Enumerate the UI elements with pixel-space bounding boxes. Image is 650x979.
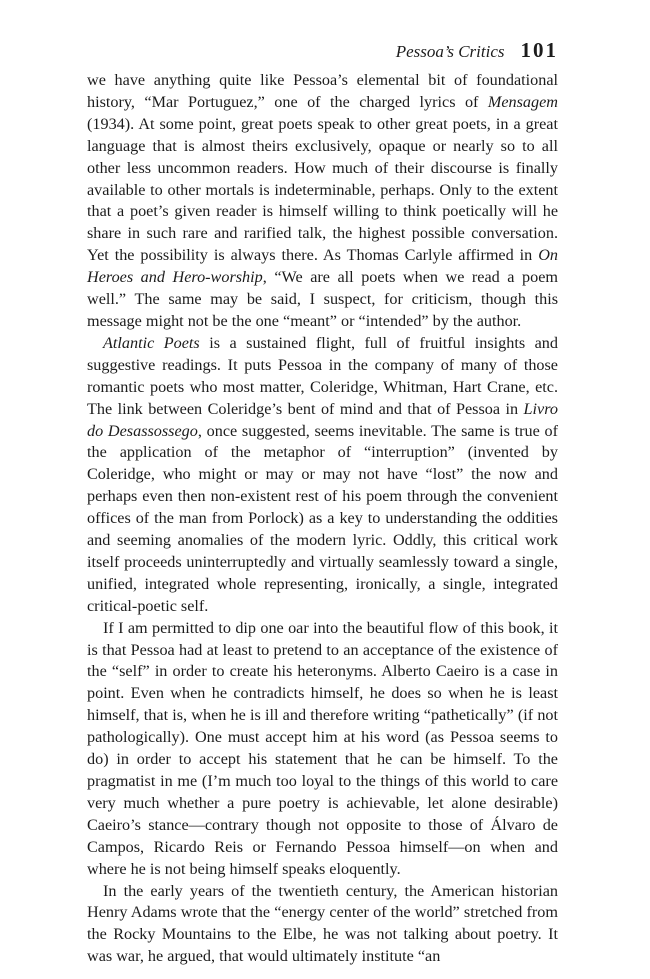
- paragraph-text: (1934). At some point, great poets speak to other great poets, in a great language that is almost theirs exclusively, opaque or nearly so to all other less uncommon readers. How much of their discourse is finally available to other mortals is indeterminable, perhaps. Only to the extent that a poet’s given reader is himself willing to think poetically will he share in such rare and rarified talk, the highest possible conversation. Yet the possibility is always there. As Thomas Carlyle affirmed in: [87, 114, 558, 265]
- paragraph-2: [87, 333, 558, 618]
- book-page: [87, 36, 558, 968]
- paragraph-text: If I am permitted to dip one oar into the beautiful flow of this book, it is that Pessoa had at least to pretend to an acceptance of the existence of the “self” in order to create his heteronyms. Alberto Caeiro is a case in point. Even when he contradicts himself, he does so when he is least himself, that is, when he is ill and therefore writing “pathetically” (if not pathologically). One must accept him at his word (as Pessoa seems to do) in order to accept his statement that he can be himself. To the pragmatist in me (I’m much too loyal to the things of this world to care very much whether a pure poetry is achievable, let alone desirable) Caeiro’s stance—contrary though not opposite to those of Álvaro de Campos, Ricardo Reis or Fernando Pessoa himself—on when and where he is not being himself speaks eloquently.: [87, 618, 558, 878]
- page-number: 101: [520, 38, 558, 62]
- paragraph-4: [87, 881, 558, 969]
- paragraph-text: is a sustained flight, full of fruitful insights and suggestive readings. It puts Pessoa in the company of many of those romantic poets who most matter, Coleridge, Whitman, Hart Crane, etc. The link between Coleridge’s bent of mind and that of Pessoa in: [87, 333, 558, 418]
- paragraph-3: [87, 618, 558, 881]
- book-title-atlantic-poets: Atlantic Poets: [103, 333, 200, 352]
- running-head: [87, 36, 558, 70]
- body-text: [87, 70, 558, 968]
- book-title-on-heroes: On Heroes and Hero-worship: [87, 246, 558, 287]
- paragraph-text: , “We are all poets when we read a poem well.” The same may be said, I suspect, for criticism, though this message might not be the one “meant” or “intended” by the author.: [87, 268, 558, 330]
- book-title-mensagem: Mensagem: [487, 92, 558, 111]
- paragraph-text: In the early years of the twentieth century, the American historian Henry Adams wrote that the “energy center of the world” stretched from the Rocky Mountains to the Elbe, he was not talking about poetry. It was war, he argued, that would ultimately institute “an: [87, 881, 558, 966]
- paragraph-text: , once suggested, seems inevitable. The same is true of the application of the metaphor of “interruption” (invented by Coleridge, who might or may or may not have “lost” the now and perhaps even then non-existent rest of his poem through the convenient offices of the man from Porlock) as a key to understanding the oddities and seeming anomalies of the modern lyric. Oddly, this critical work itself proceeds uninterruptedly and virtually seamlessly toward a single, unified, integrated whole representing, ironically, a single, integrated critical-poetic self.: [87, 421, 558, 615]
- paragraph-text: we have anything quite like Pessoa’s elemental bit of foundational history, “Mar Portuguez,” one of the charged lyrics of: [87, 71, 558, 111]
- paragraph-1: [87, 70, 558, 333]
- book-title-livro-do-desassossego: Livro do Desassossego: [87, 399, 558, 440]
- running-head-title: Pessoa’s Critics: [395, 42, 505, 61]
